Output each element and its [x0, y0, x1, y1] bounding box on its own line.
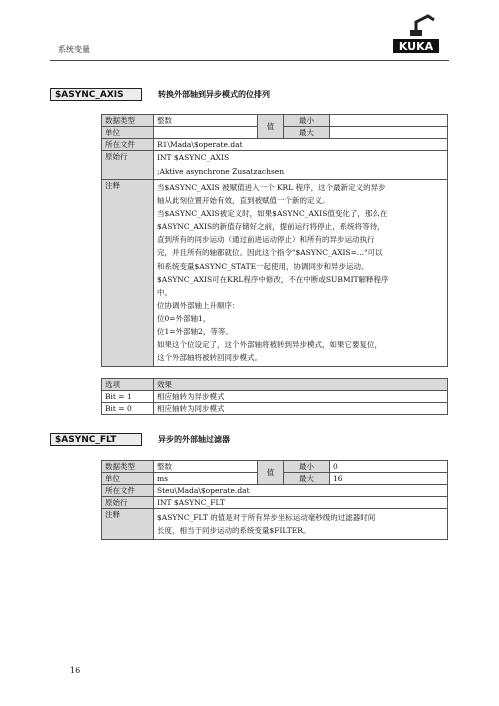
bit-effect: 相应轴转为异步模式 [154, 391, 448, 403]
max-value: 16 [330, 473, 448, 485]
remark-line: 位1=外部轴2，等等。 [157, 327, 233, 337]
logo-text: KUKA [398, 40, 434, 53]
remark-line: 长度，相当于同步运动的系统变量$FILTER。 [157, 526, 311, 536]
async-flt-table [101, 460, 448, 540]
value-label: 值 [258, 115, 284, 139]
option-header: 选项 [102, 379, 154, 391]
bit-option-table [101, 378, 448, 415]
remark-line: 这个外部轴将被转回同步模式。 [157, 353, 262, 363]
remark-line: 当$ASYNC_AXIS 被赋值进入一个 KRL 程序，这个最新定义的异步 [157, 183, 386, 192]
remark-line: 直到所有的同步运动（通过前进运动停止）和所有的异步运动执行 [157, 235, 375, 245]
remark-line: 完，并且所有的轴都就位。因此这个指令"$ASYNC_AXIS=..."可以 [157, 248, 383, 258]
max-label: 最大 [284, 127, 330, 139]
remark-label: 注释 [102, 509, 154, 540]
remark-line: 位0=外部轴1， [157, 313, 211, 323]
init-label: 原始行 [102, 497, 154, 509]
unit-label: 单位 [102, 127, 154, 139]
remark-line: 当$ASYNC_AXIS被定义时，如果$ASYNC_AXIS值变化了，那么在 [157, 209, 388, 219]
bit-option: Bit = 0 [102, 403, 154, 415]
effect-header: 效果 [154, 379, 448, 391]
remark-label: 注释 [102, 180, 154, 367]
page-number: 16 [70, 666, 81, 675]
header-title: 系统变量 [58, 45, 90, 54]
remark-line: 轴从此刻位置开始有效，直到被赋值一个新的定义。 [157, 196, 330, 206]
bit-effect: 相应轴转为同步模式 [154, 403, 448, 415]
unit-label: 单位 [102, 473, 154, 485]
file-value: Steu\Mada\$operate.dat [154, 485, 448, 497]
file-label: 所在文件 [102, 139, 154, 151]
init-line: INT $ASYNC_AXIS [157, 153, 230, 162]
type-label: 数据类型 [102, 115, 154, 127]
remark-line: $ASYNC_AXIS可在KRL程序中修改，不在中断或SUBMIT解释程序 [157, 274, 389, 284]
min-label: 最小 [284, 461, 330, 473]
remark-line: $ASYNC_AXIS的新值存储好之前，提前运行将停止，系统将等待， [157, 222, 385, 232]
type-value: 整数 [154, 115, 258, 127]
max-label: 最大 [284, 473, 330, 485]
init-line: INT $ASYNC_FLT [154, 497, 448, 509]
min-value: 0 [330, 461, 448, 473]
bit-option: Bit = 1 [102, 391, 154, 403]
section-title-async-axis: 转换外部轴到异步模式的位排列 [158, 90, 270, 99]
max-value [330, 127, 448, 139]
remark-line: 如果这个位设定了，这个外部轴将被转到异步模式，如果它要复位， [157, 340, 382, 350]
unit-value [154, 127, 258, 139]
remark-line: 和系统变量$ASYNC_STATE一起使用，协调同步和异步运动。 [157, 261, 369, 271]
remark-line: 位协调外部轴上升顺序： [157, 300, 240, 310]
section-title-async-flt: 异步的外部轴过滤器 [158, 435, 230, 444]
unit-value: ms [154, 473, 258, 485]
type-label: 数据类型 [102, 461, 154, 473]
section-name-async-flt: $ASYNC_FLT [50, 433, 142, 446]
header-rule [50, 60, 449, 61]
value-label: 值 [258, 461, 284, 485]
remark-line: 中。 [157, 287, 172, 297]
file-value: R1\Mada\$operate.dat [154, 139, 448, 151]
section-name-async-axis: $ASYNC_AXIS [50, 88, 142, 101]
remark-line: $ASYNC_FLT 的值是对于所有异步坐标运动毫秒级的过滤器时间 [157, 513, 376, 522]
async-axis-table [101, 114, 448, 367]
type-value: 整数 [154, 461, 258, 473]
min-label: 最小 [284, 115, 330, 127]
min-value [330, 115, 448, 127]
file-label: 所在文件 [102, 485, 154, 497]
init-line: ;Aktive asynchrone Zusatzachsen [157, 167, 285, 176]
kuka-logo [392, 12, 440, 64]
init-label: 原始行 [102, 151, 154, 180]
